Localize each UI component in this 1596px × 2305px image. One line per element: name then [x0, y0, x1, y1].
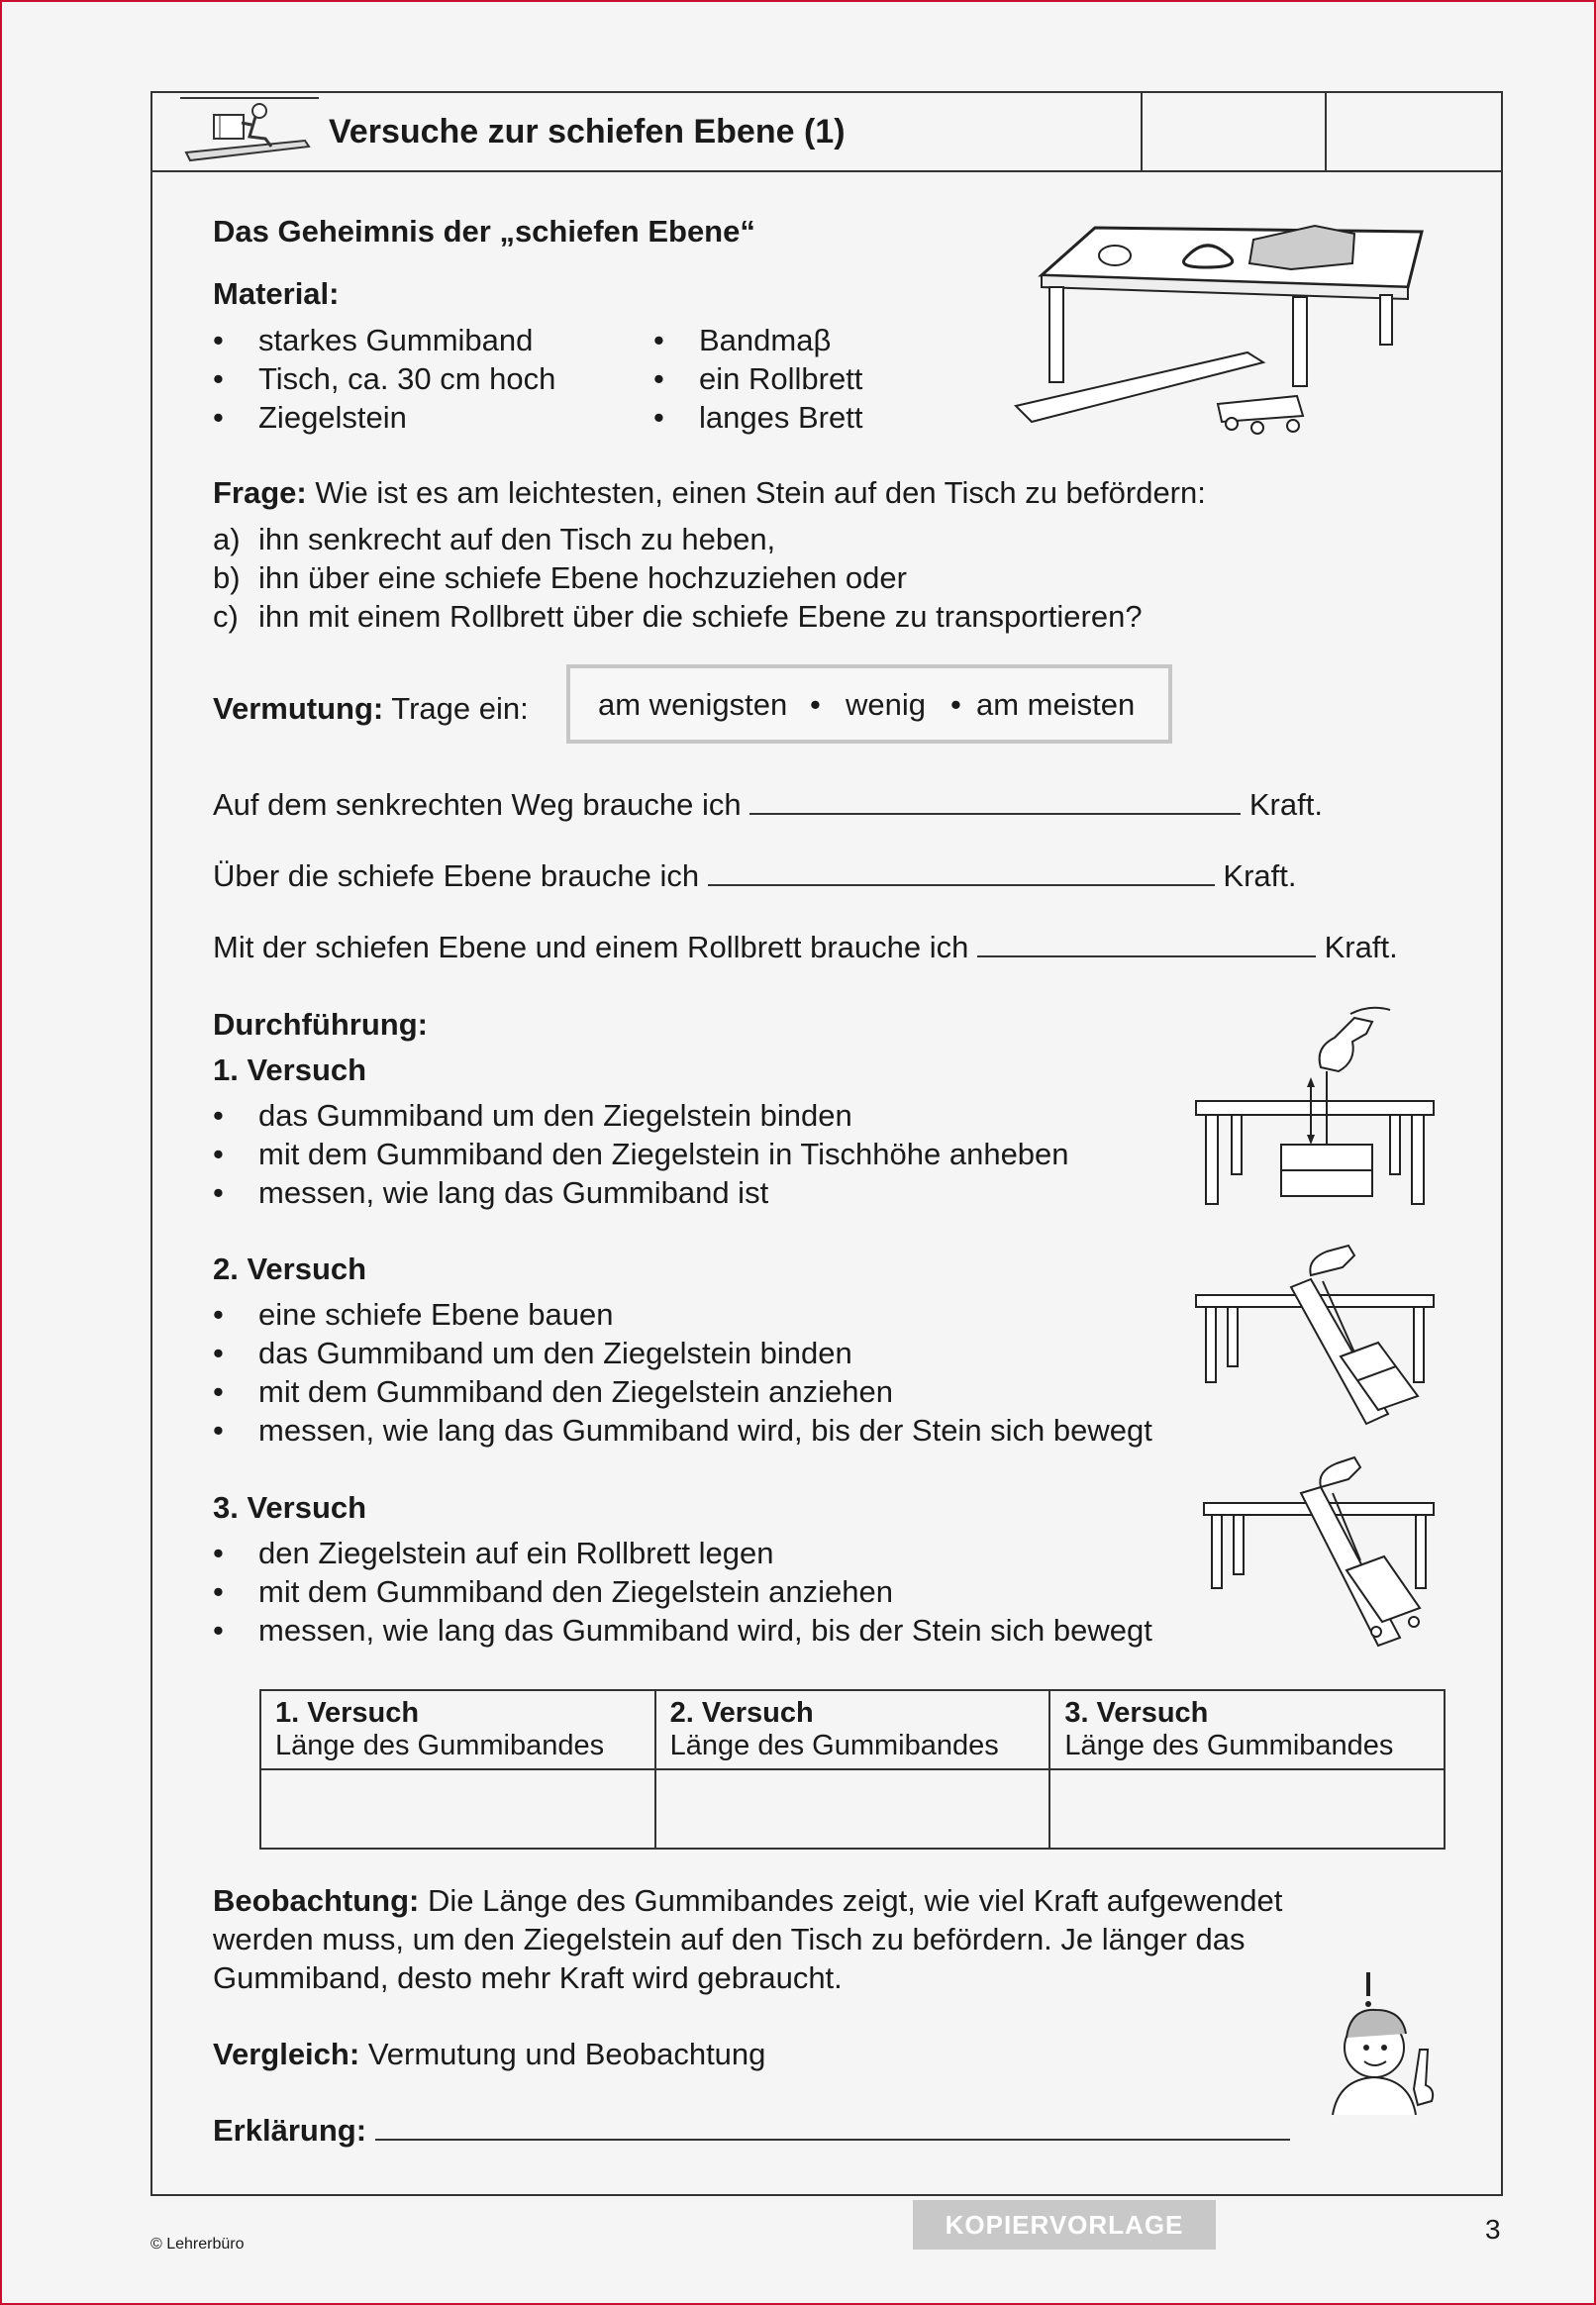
- procedure-label: Durchführung:: [213, 1007, 428, 1042]
- question-option: [213, 520, 775, 558]
- table-header-cell: [260, 1690, 655, 1769]
- guess-line: [213, 689, 529, 728]
- answer-blank[interactable]: [708, 858, 1215, 886]
- guess-sentence: Auf dem senkrechten Weg brauche ich: [213, 787, 742, 822]
- observation-label: Beobachtung:: [213, 1883, 420, 1918]
- guess-instruction: Trage ein:: [391, 691, 529, 726]
- experiment-step: • den Ziegelstein auf ein Rollbrett legen: [258, 1534, 773, 1572]
- observation-line: [213, 1881, 1282, 1920]
- explanation-label: Erklärung:: [213, 2113, 367, 2148]
- guess-sentence-end: Kraft.: [1223, 858, 1297, 893]
- table-row: [260, 1769, 1445, 1849]
- guess-sentence: Über die schiefe Ebene brauche ich: [213, 858, 700, 893]
- guess-label: Vermutung:: [213, 691, 384, 726]
- material-item: • starkes Gummiband: [258, 321, 533, 359]
- experiment-title: 3. Versuch: [213, 1490, 367, 1525]
- table-header-cell: [655, 1690, 1050, 1769]
- observation-text: werden muss, um den Ziegelstein auf den Tisch zu befördern. Je länger das: [213, 1922, 1246, 1956]
- guess-word-box: [566, 664, 1172, 744]
- table-materials-illustration: [1012, 218, 1440, 436]
- column-subtitle: Länge des Gummibandes: [669, 1730, 999, 1761]
- guess-fill-line: [213, 785, 1323, 824]
- guess-separator: •: [950, 687, 961, 722]
- answer-blank[interactable]: [977, 930, 1316, 957]
- comparison-label: Vergleich:: [213, 2037, 360, 2071]
- experiment-title: 1. Versuch: [213, 1052, 367, 1087]
- column-title: 2. Versuch: [669, 1697, 814, 1729]
- copy-template-stamp: KOPIERVORLAGE: [913, 2200, 1216, 2250]
- experiment-3-illustration: [1202, 1453, 1440, 1652]
- material-label: Material:: [213, 276, 340, 311]
- option-letter: a): [213, 522, 241, 556]
- worksheet-header: [152, 93, 1501, 172]
- explanation-line: [213, 2111, 1290, 2150]
- question-option: [213, 597, 1143, 636]
- child-pointing-illustration: [1325, 1970, 1451, 2119]
- guess-sentence: Mit der schiefen Ebene und einem Rollbrett brauche ich: [213, 930, 969, 964]
- material-item: • langes Brett: [699, 398, 862, 437]
- answer-cell[interactable]: [655, 1769, 1050, 1849]
- experiment-step: • mit dem Gummiband den Ziegelstein in Tischhöhe anheben: [258, 1135, 1069, 1173]
- option-text: ihn über eine schiefe Ebene hochzuziehen oder: [258, 560, 907, 595]
- experiment-step: • das Gummiband um den Ziegelstein binden: [258, 1334, 852, 1372]
- experiment-title: 2. Versuch: [213, 1252, 367, 1286]
- column-subtitle: Länge des Gummibandes: [1064, 1730, 1394, 1761]
- question-text: Wie ist es am leichtesten, einen Stein auf den Tisch zu befördern:: [315, 475, 1206, 510]
- column-title: 1. Versuch: [275, 1697, 420, 1729]
- worksheet-title: Versuche zur schiefen Ebene (1): [329, 113, 846, 150]
- guess-sentence-end: Kraft.: [1324, 930, 1398, 964]
- table-header-row: [260, 1690, 1445, 1769]
- experiment-step: • messen, wie lang das Gummiband wird, bis der Stein sich bewegt: [258, 1611, 1152, 1650]
- observation-text: Gummiband, desto mehr Kraft wird gebraucht.: [213, 1960, 843, 1995]
- experiment-2-illustration: [1194, 1236, 1440, 1430]
- header-empty-boxes: [1141, 93, 1327, 170]
- experiment-step: • das Gummiband um den Ziegelstein binden: [258, 1096, 852, 1135]
- material-item: • ein Rollbrett: [699, 359, 862, 398]
- experiment-step: • mit dem Gummiband den Ziegelstein anziehen: [258, 1572, 893, 1611]
- answer-cell[interactable]: [1049, 1769, 1445, 1849]
- question-label: Frage:: [213, 475, 307, 510]
- answer-cell[interactable]: [260, 1769, 655, 1849]
- ramp-logo-illustration: [180, 97, 319, 168]
- option-text: ihn senkrecht auf den Tisch zu heben,: [258, 522, 776, 556]
- observation-text: Die Länge des Gummibandes zeigt, wie viel Kraft aufgewendet: [428, 1883, 1283, 1918]
- copyright: © Lehrerbüro: [150, 2236, 245, 2253]
- question-option: [213, 558, 907, 597]
- experiment-step: • mit dem Gummiband den Ziegelstein anziehen: [258, 1372, 893, 1411]
- column-subtitle: Länge des Gummibandes: [275, 1730, 605, 1761]
- material-item: • Tisch, ca. 30 cm hoch: [258, 359, 555, 398]
- comparison-text: Vermutung und Beobachtung: [367, 2037, 766, 2071]
- experiment-step: • eine schiefe Ebene bauen: [258, 1295, 614, 1334]
- guess-fill-line: [213, 928, 1398, 966]
- option-letter: b): [213, 560, 241, 595]
- guess-choice: am meisten: [976, 687, 1136, 722]
- page-number: 3: [1485, 2214, 1501, 2245]
- table-header-cell: [1049, 1690, 1445, 1769]
- material-item: • Ziegelstein: [258, 398, 407, 437]
- explanation-blank[interactable]: [375, 2113, 1290, 2141]
- material-item: • Bandmaβ: [699, 321, 831, 359]
- guess-sentence-end: Kraft.: [1248, 787, 1323, 822]
- guess-separator: •: [810, 687, 821, 722]
- answer-blank[interactable]: [749, 787, 1241, 815]
- guess-choice: am wenigsten: [598, 687, 788, 722]
- column-title: 3. Versuch: [1064, 1697, 1209, 1729]
- option-letter: c): [213, 599, 239, 634]
- guess-fill-line: [213, 856, 1297, 895]
- guess-choice: wenig: [846, 687, 926, 722]
- question-line: [213, 473, 1206, 512]
- comparison-line: [213, 2035, 765, 2073]
- intro-heading: Das Geheimnis der „schiefen Ebene“: [213, 214, 755, 249]
- experiment-step: • messen, wie lang das Gummiband wird, bis der Stein sich bewegt: [258, 1411, 1152, 1450]
- experiment-step: • messen, wie lang das Gummiband ist: [258, 1173, 768, 1212]
- experiment-1-illustration: [1192, 1002, 1440, 1220]
- option-text: ihn mit einem Rollbrett über die schiefe Ebene zu transportieren?: [258, 599, 1143, 634]
- results-table: [259, 1689, 1446, 1850]
